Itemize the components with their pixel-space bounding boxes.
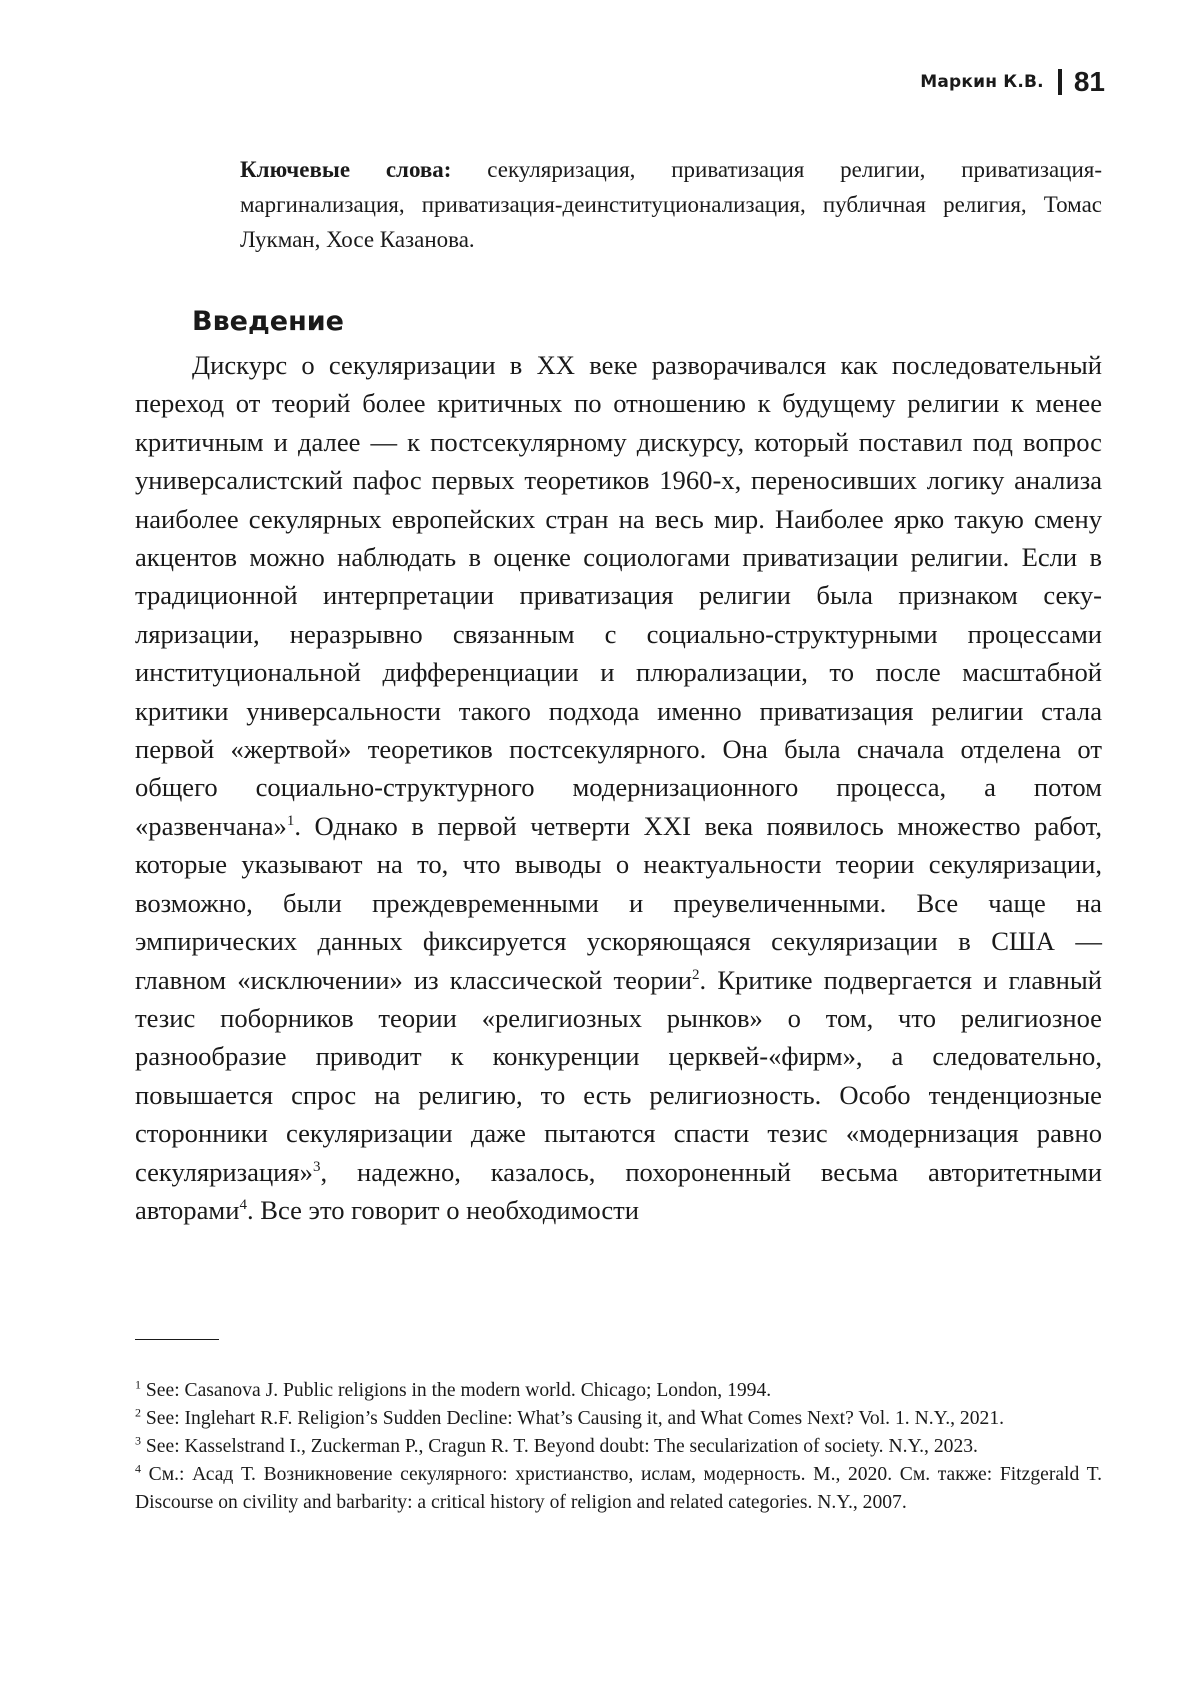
page-number: 81 [1073,66,1105,97]
footnote-2 [135,1405,1102,1433]
body-text-part3: . Критике подвергается и главный тезис поборников теории «религиозных рынков» о том, что религиозное разнообразие приводит к конкуренции церквей-«фирм», а следовательно, повышается спрос на религию, то есть религиозность. Особо тенденциозные сторонники секуляризации даже пытаются спасти тезис «модернизация равно секуляризация» [135,964,1103,1187]
body-text-part2: . Однако в первой четверти XXI века появилось множество работ, которые указывают на то, что выводы о неактуальности теории секуляризации, возможно, были преждевременными и преувеличенными. Все чаще на эмпирических данных фиксируется ускоряющаяся секуляризации в США — главном «исключении» из классической теории [135,810,1102,995]
footnote-1 [135,1377,1102,1405]
footnote-2-number: 2 [135,1405,141,1420]
footnote-2-text: See: Inglehart R.F. Religion’s Sudden Decline: What’s Causing it, and What Comes Next? Vol. 1. N.Y., 2021. [141,1408,1005,1429]
introduction-paragraph [135,346,1102,1229]
footnote-ref-1[interactable]: 1 [286,813,295,830]
body-text-part4: , надежно, казалось, похороненный весьма авторитетными авторами [135,1156,1102,1225]
footnote-separator [135,1339,219,1340]
footnotes [135,1377,1102,1517]
footnote-4-number: 4 [135,1461,141,1476]
footnote-4 [135,1461,1102,1517]
footnote-ref-3[interactable]: 3 [312,1158,321,1175]
keywords-block [240,152,1102,257]
footnote-1-text: See: Casanova J. Public religions in the modern world. Chicago; London, 1994. [141,1380,772,1401]
footnote-ref-4[interactable]: 4 [239,1197,247,1214]
running-head-divider [1058,69,1062,95]
footnote-3-text: See: Kasselstrand I., Zuckerman P., Cragun R. T. Beyond doubt: The secularization of society. N.Y., 2023. [141,1436,978,1457]
section-title: Введение [192,306,344,337]
running-head-author: Маркин К.В. [920,72,1044,92]
footnote-1-number: 1 [135,1377,141,1392]
keywords-text: секуляризация, приватизация религии, приватизация-маргинализация, приватизация-деинституционализация, публичная религия, Томас Лукман, Хосе Казанова. [240,157,1103,252]
footnote-4-text: См.: Асад Т. Возникновение секулярного: христианство, ислам, модерность. М., 2020. См. также: Fitzgerald T. Discourse on civility and barbarity: a critical history of religion and related categories. N.Y., 2007. [135,1464,1102,1513]
running-head [920,66,1105,98]
footnote-3-number: 3 [135,1433,141,1448]
footnote-ref-2[interactable]: 2 [692,966,700,983]
body-text-part5: . Все это говорит о необходимости [246,1194,640,1225]
body-text-part1: Дискурс о секуляризации в XX веке разворачивался как последовательный переход от теорий более критичных по отношению к будущему религии к менее критичным и далее — к постсекулярному дискурсу, который поставил под вопрос универсалистский пафос первых теоретиков 1960-х, переносивших логику анализа наиболее секулярных европейских стран на весь мир. Наиболее ярко такую смену акцентов можно наблюдать в оценке социологами приватизации религии. Если в традиционной интерпретации приватизация религии была признаком секуляризации, неразрывно связанным с социально-структурными процессами институциональной дифференциации и плюрализации, то после масштабной критики универсальности такого подхода именно приватизация религии стала первой «жертвой» теоретиков постсекулярного. Она была сначала отделена от общего социально-структурного модернизационного процесса, а потом «развенчана» [135,350,1102,841]
keywords-label: Ключевые слова: [240,157,452,182]
footnote-3 [135,1433,1102,1461]
